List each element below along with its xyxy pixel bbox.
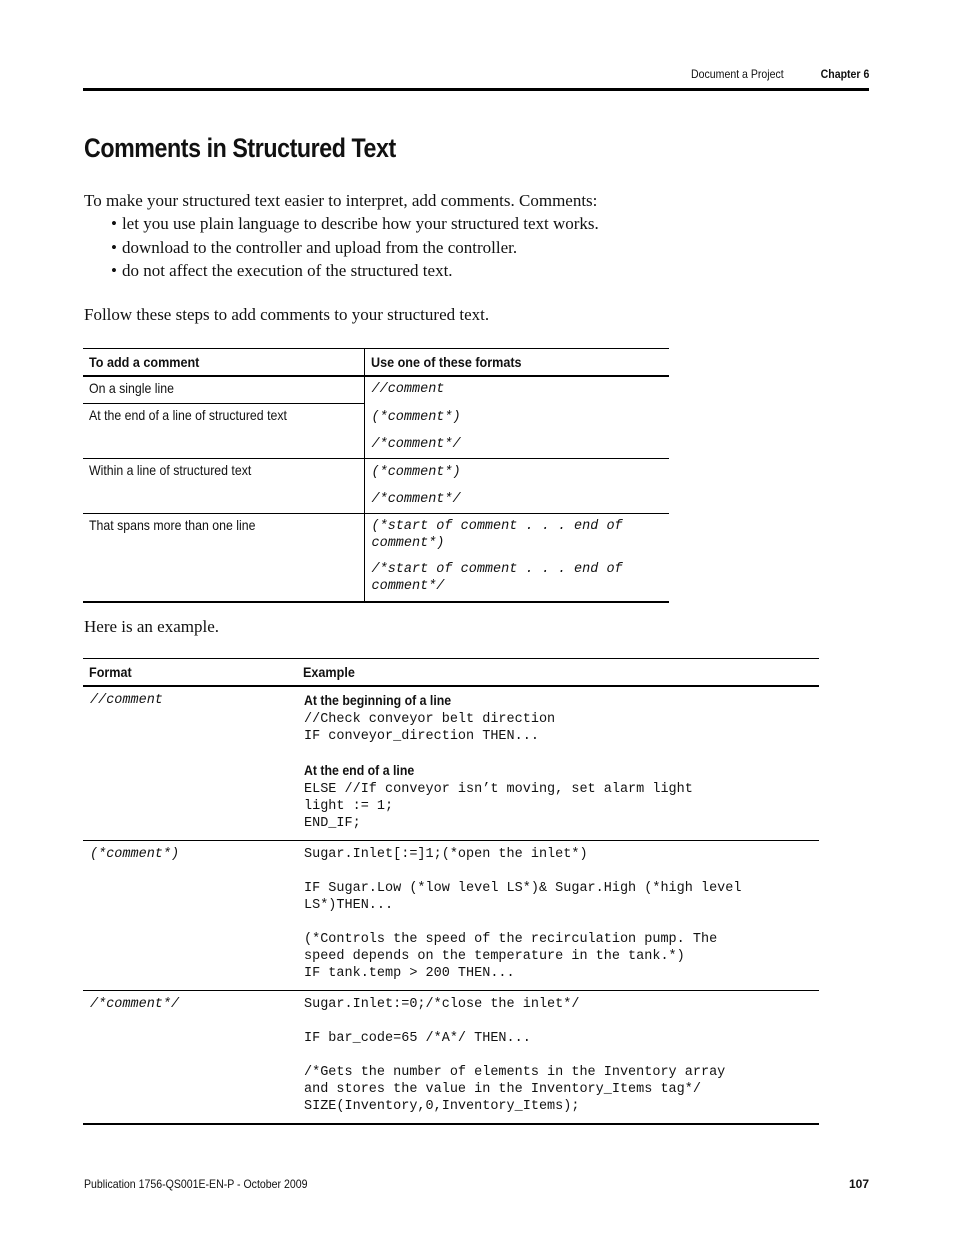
list-item: • download to the controller and upload from the controller. [111, 236, 599, 260]
comment-example-table [83, 658, 819, 1125]
code-snippet: Sugar.Inlet:=0;/*close the inlet*/ IF bar_code=65 /*A*/ THEN... /*Gets the number of elements in the Inventory array and stores the value in the Inventory_Items tag*/ SIZE(Inventory,0,Inventory_Items); [297, 991, 819, 1125]
running-header-chapter: Chapter 6 [820, 67, 869, 81]
page-number: 107 [848, 1177, 869, 1191]
column-header: To add a comment [83, 349, 364, 377]
table-row [83, 458, 669, 513]
list-item: • do not affect the execution of the structured text. [111, 259, 599, 283]
table-row [83, 991, 819, 1125]
table-cell: (*start of comment . . . end of comment*) /*start of comment . . . end of comment*/ [364, 513, 669, 602]
table-header-row [83, 349, 669, 377]
table-header-row [83, 659, 819, 687]
running-header-section: Document a Project [691, 67, 784, 81]
page-title: Comments in Structured Text [84, 133, 396, 163]
comment-format-table [83, 348, 669, 603]
table-cell: That spans more than one line [83, 513, 364, 602]
column-header: Use one of these formats [364, 349, 669, 377]
table-cell: (*comment*) [83, 841, 297, 991]
follow-paragraph: Follow these steps to add comments to your structured text. [84, 305, 490, 324]
example-subheading: At the end of a line [304, 762, 415, 778]
table-row [83, 513, 669, 602]
table-cell: //comment [364, 376, 669, 404]
table-cell [297, 686, 819, 841]
intro-paragraph: To make your structured text easier to interpret, add comments. Comments: [84, 191, 598, 210]
column-header: Example [297, 659, 819, 687]
table-cell: (*comment*) /*comment*/ [364, 458, 669, 513]
column-header: Format [83, 659, 297, 687]
table-cell: At the end of a line of structured text [83, 404, 364, 459]
example-subheading: At the beginning of a line [304, 692, 452, 708]
header-rule [83, 88, 869, 91]
table-cell: On a single line [83, 376, 364, 404]
code-snippet: //Check conveyor belt direction IF conveyor_direction THEN... [304, 712, 556, 744]
table-cell: (*comment*) /*comment*/ [364, 404, 669, 459]
code-snippet: ELSE //If conveyor isn’t moving, set alarm light light := 1; END_IF; [304, 782, 693, 831]
table-cell: //comment [83, 686, 297, 841]
example-intro: Here is an example. [84, 617, 219, 636]
table-cell: /*comment*/ [83, 991, 297, 1125]
table-row [83, 686, 819, 841]
publication-footer: Publication 1756-QS001E-EN-P - October 2009 [84, 1177, 308, 1191]
list-item: • let you use plain language to describe how your structured text works. [111, 212, 599, 236]
table-row [83, 376, 669, 404]
comment-benefits-list [111, 212, 599, 283]
table-row [83, 404, 669, 459]
table-cell: Within a line of structured text [83, 458, 364, 513]
code-snippet: Sugar.Inlet[:=]1;(*open the inlet*) IF Sugar.Low (*low level LS*)& Sugar.High (*high level LS*)THEN... (*Controls the speed of the recirculation pump. The speed depends on the temperature in the tank.*) IF tank.temp > 200 THEN... [297, 841, 819, 991]
table-row [83, 841, 819, 991]
